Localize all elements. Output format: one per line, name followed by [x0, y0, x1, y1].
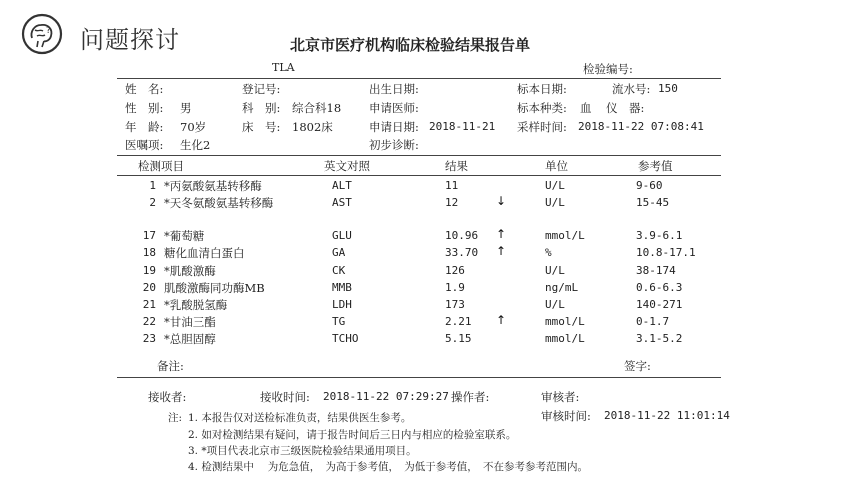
test-result: 11	[445, 179, 459, 192]
test-result: 126	[445, 264, 465, 277]
sample-type-label: 标本种类:	[517, 101, 567, 115]
sample-type-value: 血	[580, 101, 592, 115]
test-abbr: GLU	[332, 229, 352, 242]
orders-label: 医嘱项:	[125, 138, 164, 152]
notes-label: 注:	[168, 412, 183, 424]
reviewer-label: 审核者:	[541, 390, 580, 404]
report-no-label: 检验编号:	[583, 62, 633, 76]
row-number: 17	[142, 229, 156, 242]
test-abbr: GA	[332, 246, 346, 259]
test-reference: 3.1-5.2	[636, 332, 683, 345]
svg-text:?: ?	[46, 26, 51, 36]
col-header-english: 英文对照	[324, 159, 370, 173]
name-label: 姓 名:	[125, 82, 164, 96]
bed-label: 床 号:	[242, 120, 281, 134]
test-unit: %	[545, 246, 552, 259]
high-flag-icon: ↑	[496, 227, 507, 241]
sign-label: 签字:	[624, 359, 651, 373]
high-flag-icon: ↑	[496, 244, 507, 258]
req-date-label: 申请日期:	[369, 120, 419, 134]
row-number: 2	[149, 196, 156, 209]
divider	[117, 175, 721, 176]
test-result: 1.9	[445, 281, 465, 294]
test-name: *天冬氨酸氨基转移酶	[164, 196, 274, 210]
receiver-label: 接收者:	[148, 390, 187, 404]
brain-question-icon	[20, 12, 64, 56]
test-name: *葡萄糖	[164, 229, 205, 243]
test-unit: U/L	[545, 179, 565, 192]
test-unit: U/L	[545, 264, 565, 277]
test-name: *乳酸脱氢酶	[164, 298, 228, 312]
test-reference: 0.6-6.3	[636, 281, 683, 294]
instrument-label: 仪 器:	[606, 101, 645, 115]
test-result: 12	[445, 196, 459, 209]
col-header-result: 结果	[445, 159, 468, 173]
test-reference: 9-60	[636, 179, 663, 192]
req-date-value: 2018-11-21	[429, 120, 496, 133]
collect-time-label: 采样时间:	[517, 120, 567, 134]
test-abbr: LDH	[332, 298, 352, 311]
test-abbr: CK	[332, 264, 346, 277]
sample-date-label: 标本日期:	[517, 82, 567, 96]
row-number: 21	[142, 298, 156, 311]
test-name: *丙氨酸氨基转移酶	[164, 179, 262, 193]
test-name: 肌酸激酶同功酶MB	[164, 281, 265, 295]
high-flag-icon: ↑	[496, 313, 507, 327]
test-unit: mmol/L	[545, 315, 585, 328]
test-abbr: ALT	[332, 179, 352, 192]
review-time-label: 审核时间:	[541, 409, 591, 423]
row-number: 18	[142, 246, 156, 259]
col-header-unit: 单位	[545, 159, 568, 173]
diagnosis-label: 初步诊断:	[369, 138, 419, 152]
test-abbr: TCHO	[332, 332, 359, 345]
row-number: 19	[142, 264, 156, 277]
collect-time-value: 2018-11-22 07:08:41	[578, 120, 704, 133]
section-title: 问题探讨	[80, 26, 180, 54]
test-reference: 10.8-17.1	[636, 246, 696, 259]
test-unit: mmol/L	[545, 229, 585, 242]
test-unit: U/L	[545, 298, 565, 311]
operator-label: 操作者:	[451, 390, 490, 404]
receive-time-value: 2018-11-22 07:29:27	[323, 390, 449, 403]
row-number: 23	[142, 332, 156, 345]
test-reference: 38-174	[636, 264, 676, 277]
col-header-item: 检测项目	[138, 159, 184, 173]
test-reference: 0-1.7	[636, 315, 670, 328]
report-title: 北京市医疗机构临床检验结果报告单	[290, 36, 531, 54]
test-reference: 3.9-6.1	[636, 229, 683, 242]
serial-value: 150	[658, 82, 678, 95]
row-number: 22	[142, 315, 156, 328]
divider	[117, 78, 721, 79]
test-unit: U/L	[545, 196, 565, 209]
test-name: *甘油三酯	[164, 315, 216, 329]
test-abbr: MMB	[332, 281, 352, 294]
row-number: 1	[149, 179, 156, 192]
note-item: 3. *项目代表北京市三级医院检验结果通用项目。	[188, 445, 417, 457]
divider	[117, 377, 721, 378]
test-reference: 140-271	[636, 298, 683, 311]
serial-label: 流水号:	[612, 82, 651, 96]
review-time-value: 2018-11-22 11:01:14	[604, 409, 730, 422]
note-item: 2. 如对检测结果有疑问，请于报告时间后三日内与相应的检验室联系。	[188, 429, 517, 441]
test-unit: ng/mL	[545, 281, 579, 294]
note-item: 1. 本报告仅对送检标准负责，结果供医生参考。	[188, 412, 412, 424]
test-name: *肌酸激酶	[164, 264, 216, 278]
test-result: 5.15	[445, 332, 472, 345]
age-value: 70岁	[180, 120, 207, 134]
test-reference: 15-45	[636, 196, 670, 209]
row-number: 20	[142, 281, 156, 294]
note-item: 4. 检测结果中 为危急值， 为高于参考值， 为低于参考值， 不在参考参考范围内。	[188, 461, 588, 473]
test-name: *总胆固醇	[164, 332, 216, 346]
test-result: 10.96	[445, 229, 479, 242]
dept-value: 综合科18	[292, 101, 342, 115]
dept-label: 科 别:	[242, 101, 281, 115]
test-abbr: TG	[332, 315, 346, 328]
dob-label: 出生日期:	[369, 82, 419, 96]
orders-value: 生化2	[180, 138, 211, 152]
bed-value: 1802床	[292, 120, 333, 134]
remark-label: 备注:	[157, 359, 184, 373]
test-result: 2.21	[445, 315, 472, 328]
test-result: 33.70	[445, 246, 479, 259]
age-label: 年 龄:	[125, 120, 164, 134]
receive-time-label: 接收时间:	[260, 390, 310, 404]
low-flag-icon: ↓	[496, 194, 507, 208]
tla-label: TLA	[272, 61, 295, 74]
col-header-reference: 参考值	[638, 159, 673, 173]
test-unit: mmol/L	[545, 332, 585, 345]
divider	[117, 155, 721, 156]
test-result: 173	[445, 298, 465, 311]
reg-label: 登记号:	[242, 82, 281, 96]
doctor-label: 申请医师:	[369, 101, 419, 115]
test-name: 糖化血清白蛋白	[164, 246, 245, 260]
test-abbr: AST	[332, 196, 352, 209]
gender-value: 男	[180, 101, 192, 115]
gender-label: 性 别:	[125, 101, 164, 115]
